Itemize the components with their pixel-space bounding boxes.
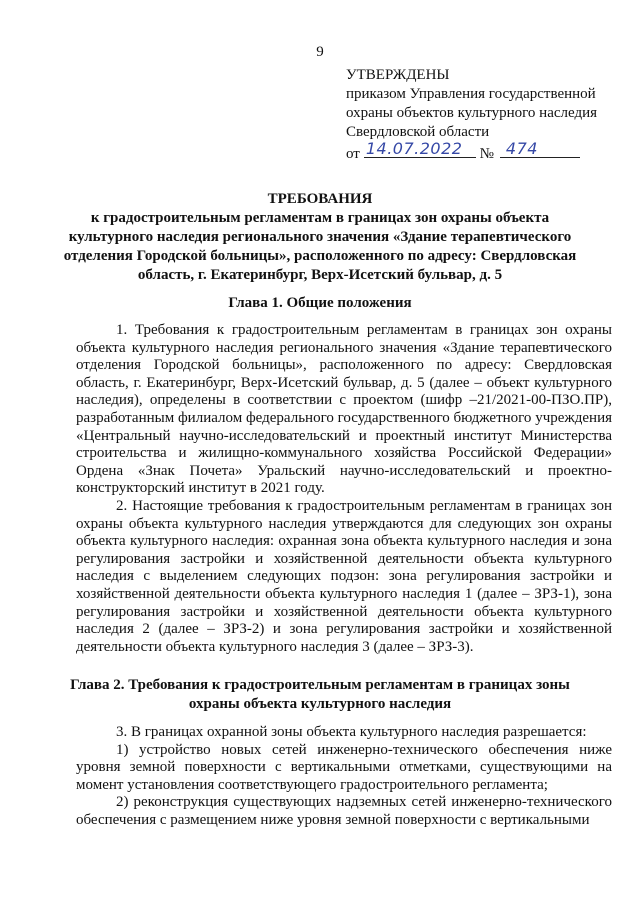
- approval-date-number-row: [346, 139, 597, 164]
- number-field: [500, 139, 580, 158]
- document-title: [56, 190, 584, 285]
- title-subtitle: к градостроительным регламентам в границах зон охраны объекта культурного наследия регионального значения «Здание терапевтического отделения Городской больницы», расположенного по адресу: Свердловская область, г. Екатеринбург, Верх-Исетский бульвар, д. 5: [63, 210, 577, 283]
- chapter-2-heading: Глава 2. Требования к градостроительным регламентам в границах зоны охраны объекта культурного наследия: [70, 677, 570, 712]
- handwritten-number: 474: [505, 139, 538, 158]
- approval-line: приказом Управления государственной: [346, 86, 596, 102]
- chapter-2-body: [76, 724, 612, 830]
- approval-line: Свердловской области: [346, 124, 490, 140]
- handwritten-date: 14.07.2022: [365, 139, 463, 158]
- approval-line: охраны объектов культурного наследия: [346, 105, 598, 121]
- number-label: №: [479, 146, 494, 162]
- date-field: [364, 139, 476, 158]
- chapter-1-heading: Глава 1. Общие положения: [228, 295, 412, 311]
- paragraph: 1. Требования к градостроительным регламентам в границах зон охраны объекта культурного наследия регионального значения «Здание терапевтического отделения Городской больницы», расположенного по адресу: Свердловская область, г. Екатеринбург, Верх-Исетский бульвар, д. 5 (далее – объект культурного наследия), определены в соответствии с проектом (шифр –21/2021-00-ПЗО.ПР), разработанным филиалом федерального государственного бюджетного учреждения «Центральный научно-исследовательский и проектный институт Министерства строительства и жилищно-коммунального хозяйства Российской Федерации» Ордена «Знак Почета» Уральский научно-исследовательский и проектно-конструкторский институт в 2021 году.: [76, 322, 612, 497]
- page-number: 9: [316, 44, 324, 60]
- approval-stamp: [346, 66, 597, 164]
- approval-heading: УТВЕРЖДЕНЫ: [346, 67, 450, 83]
- paragraph: 2) реконструкция существующих надземных сетей инженерно-технического обеспечения с размещением ниже уровня земной поверхности с вертикальными: [76, 794, 612, 828]
- paragraph: 3. В границах охранной зоны объекта культурного наследия разрешается:: [116, 724, 587, 740]
- from-label: от: [346, 146, 360, 162]
- paragraph: 1) устройство новых сетей инженерно-технического обеспечения ниже уровня земной поверхности с вертикальными отметками, существующими на момент установления соответствующего градостроительного регламента;: [76, 741, 612, 793]
- chapter-1-body: [76, 322, 612, 656]
- title-heading: ТРЕБОВАНИЯ: [267, 191, 373, 207]
- paragraph: 2. Настоящие требования к градостроительным регламентам в границах зон охраны объекта культурного наследия утверждаются для следующих зон охраны объекта культурного наследия: охранная зона объекта культурного наследия и зона регулирования застройки и хозяйственной деятельности объекта культурного наследия с выделением следующих подзон: зона регулирования застройки и хозяйственной деятельности объекта культурного наследия 1 (далее – ЗРЗ-1), зона регулирования застройки и хозяйственной деятельности объекта культурного наследия 2 (далее – ЗРЗ-2) и зона регулирования застройки и хозяйственной деятельности объекта культурного наследия 3 (далее – ЗРЗ-3).: [76, 497, 612, 655]
